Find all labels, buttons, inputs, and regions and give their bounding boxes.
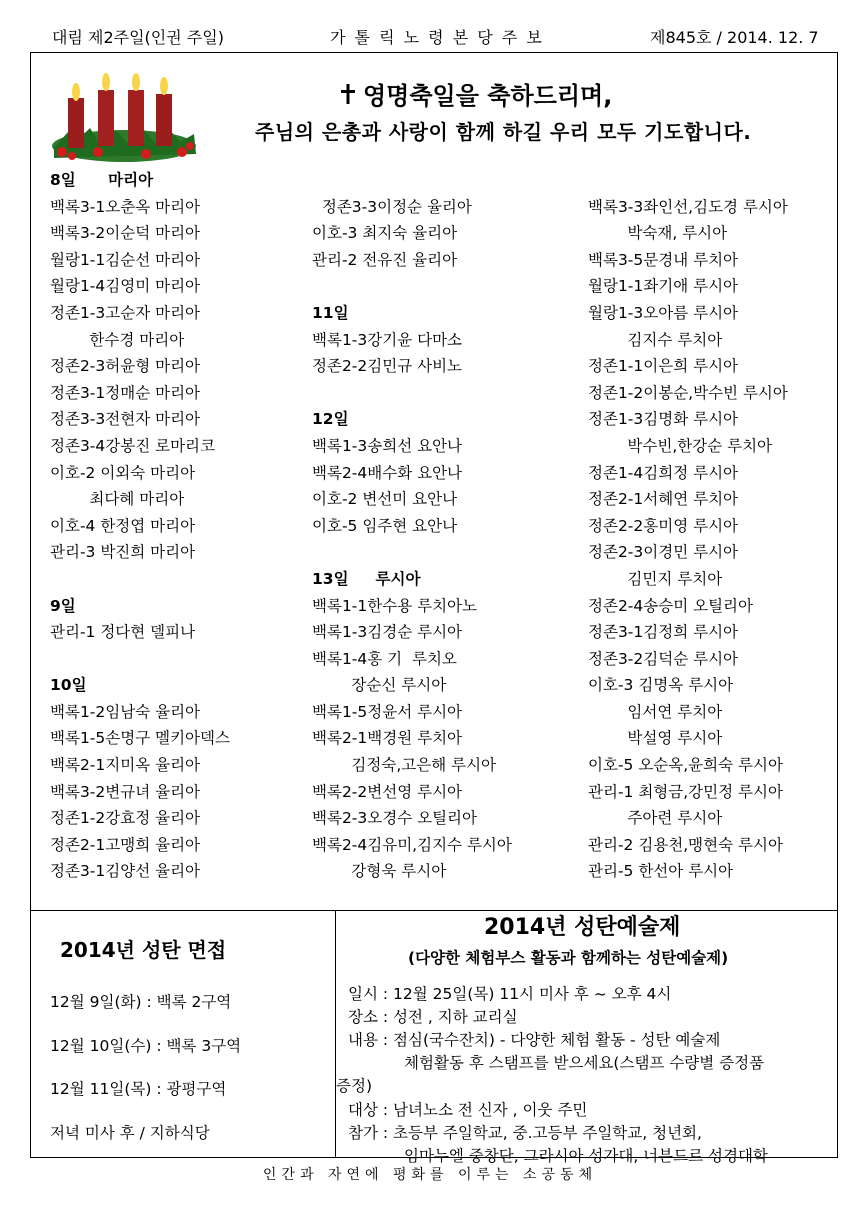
list-item: 강형욱 루시아	[312, 862, 447, 881]
list-item: 백록2-1백경원 루치아	[312, 729, 463, 748]
list-item: 백록3-1오춘옥 마리아	[50, 197, 201, 216]
list-item: 월랑1-1김순선 마리아	[50, 250, 201, 269]
list-item: 장순신 루시아	[312, 676, 447, 695]
list-item: 정존1-3김명화 루시아	[588, 410, 739, 429]
festival-line-7: 참가 : 초등부 주일학교, 중.고등부 주일학교, 청년회,	[348, 1124, 702, 1142]
feast-list-column-3	[588, 167, 788, 885]
list-item: 정존1-2이봉순,박수빈 루시아	[588, 383, 788, 402]
festival-line-8: 임마누엘 중창단, 그라시아 성가대, 너븐드르 성경대학	[404, 1147, 768, 1165]
festival-subtitle: (다양한 체험부스 활동과 함께하는 성탄예술제)	[408, 949, 729, 967]
visit-row-3: 12월 11일(목) : 광평구역	[50, 1080, 227, 1098]
header-parish: 가 톨 릭 노 령 본 당 주 보	[330, 28, 544, 47]
list-item	[312, 539, 512, 566]
list-item: 김민지 루치아	[588, 569, 723, 588]
visit-title: 2014년 성탄 면접	[60, 938, 227, 962]
list-item: 박설영 루시아	[588, 729, 723, 748]
festival-line-6: 대상 : 남녀노소 전 신자 , 이웃 주민	[348, 1101, 588, 1119]
festival-line-2: 장소 : 성전 , 지하 교리실	[348, 1008, 518, 1026]
list-item: 관리-5 한선아 루시아	[588, 862, 734, 881]
festival-line-1: 일시 : 12월 25일(목) 11시 미사 후 ~ 오후 4시	[348, 985, 672, 1003]
list-item: 이호-5 오순옥,윤희숙 루시아	[588, 756, 783, 775]
list-item: 백록1-3강기윤 다마소	[312, 330, 463, 349]
date-heading: 10일	[50, 676, 87, 695]
list-item: 관리-2 김용천,맹현숙 루시아	[588, 835, 783, 854]
list-item	[312, 380, 512, 407]
visit-note: 저녁 미사 후 / 지하식당	[50, 1124, 210, 1142]
list-item: 정존3-1김양선 율리아	[50, 862, 201, 881]
list-item: 월랑1-4김영미 마리아	[50, 277, 201, 296]
date-heading: 11일	[312, 303, 349, 322]
festival-line-4: 체험활동 후 스탬프를 받으세요(스탬프 수량별 증정품	[404, 1054, 765, 1072]
date-heading: 12일	[312, 410, 349, 429]
date-heading: 9일	[50, 596, 76, 615]
list-item: 박숙재, 루시아	[588, 224, 728, 243]
list-item: 관리-1 최형금,강민정 루시아	[588, 782, 783, 801]
list-item: 관리-3 박진희 마리아	[50, 543, 196, 562]
list-item: 박수빈,한강순 루치아	[588, 436, 773, 455]
advent-wreath-icon	[46, 68, 202, 164]
list-item: 임서연 루치아	[588, 702, 723, 721]
cross-icon	[339, 82, 357, 106]
list-item: 백록3-2이순덕 마리아	[50, 224, 201, 243]
list-item: 백록1-5정윤서 루시아	[312, 702, 463, 721]
list-item: 정존2-2홍미영 루시아	[588, 516, 739, 535]
list-item: 백록3-3좌인선,김도경 루시아	[588, 197, 788, 216]
list-item: 정존2-1고맹희 율리아	[50, 835, 201, 854]
greeting-line1	[339, 76, 612, 111]
footer-motto: 인간과 자연에 평화를 이루는 소공동체	[262, 1167, 598, 1183]
list-item	[312, 167, 512, 194]
list-item: 김지수 루치아	[588, 330, 723, 349]
list-item	[588, 167, 788, 194]
list-item: 백록1-5손명구 멜키아덱스	[50, 729, 230, 748]
list-item: 백록3-5문경내 루치아	[588, 250, 739, 269]
section-divider	[30, 910, 838, 911]
list-item: 백록2-4김유미,김지수 루시아	[312, 835, 512, 854]
list-item: 정존3-1김정희 루시아	[588, 623, 739, 642]
list-item: 백록2-3오경수 오틸리아	[312, 809, 478, 828]
list-item	[312, 273, 512, 300]
header-issue: 제845호 / 2014. 12. 7	[650, 28, 819, 47]
list-item: 정존3-2김덕순 루시아	[588, 649, 739, 668]
list-item: 월랑1-3오아름 루시아	[588, 303, 739, 322]
list-item: 정존2-3이경민 루시아	[588, 543, 739, 562]
list-item: 백록2-4배수화 요안나	[312, 463, 463, 482]
list-item: 김정숙,고은해 루시아	[312, 756, 497, 775]
list-item: 최다혜 마리아	[50, 490, 185, 509]
festival-title: 2014년 성탄예술제	[484, 915, 681, 940]
date-heading: 8일 마리아	[50, 171, 154, 189]
list-item: 백록1-4홍 기 루치오	[312, 649, 457, 668]
list-item: 이호-2 이외숙 마리아	[50, 463, 196, 482]
festival-line-3: 내용 : 점심(국수잔치) - 다양한 체험 활동 - 성탄 예술제	[348, 1031, 721, 1049]
list-item: 이호-4 한정엽 마리아	[50, 516, 196, 535]
list-item: 한수경 마리아	[50, 330, 185, 349]
visit-row-1: 12월 9일(화) : 백록 2구역	[50, 993, 232, 1011]
list-item: 정존2-2김민규 사비노	[312, 357, 463, 376]
list-item: 정존1-4김희정 루시아	[588, 463, 739, 482]
list-item: 백록1-2임남숙 율리아	[50, 702, 201, 721]
list-item: 이호-3 김명옥 루시아	[588, 676, 734, 695]
visit-row-2: 12월 10일(수) : 백록 3구역	[50, 1037, 242, 1055]
list-item: 정존2-1서혜연 루치아	[588, 490, 739, 509]
list-item: 정존1-1이은희 루시아	[588, 357, 739, 376]
feast-list-column-1	[50, 167, 230, 885]
list-item: 관리-1 정다현 델피나	[50, 623, 196, 642]
header-week: 대림 제2주일(인권 주일)	[52, 28, 224, 47]
greeting-line1-text: 영명축일을 축하드리며,	[363, 82, 613, 110]
list-item: 정존3-1정매순 마리아	[50, 383, 201, 402]
list-item: 정존2-4송승미 오틸리아	[588, 596, 754, 615]
list-item: 정존1-3고순자 마리아	[50, 303, 201, 322]
list-item: 백록2-1지미옥 율리아	[50, 756, 201, 775]
list-item: 백록3-2변규녀 율리아	[50, 782, 201, 801]
list-item: 이호-2 변선미 요안나	[312, 490, 458, 509]
section-vdivider	[335, 910, 336, 1158]
list-item: 정존2-3허윤형 마리아	[50, 357, 201, 376]
list-item: 이호-3 최지숙 율리아	[312, 224, 458, 243]
list-item: 백록1-3송희선 요안나	[312, 436, 463, 455]
feast-list-column-2	[312, 167, 512, 885]
list-item	[50, 566, 230, 593]
list-item: 정존3-4강봉진 로마리코	[50, 436, 216, 455]
list-item: 이호-5 임주현 요안나	[312, 516, 458, 535]
list-item: 월랑1-1좌기애 루시아	[588, 277, 739, 296]
list-item: 정존3-3이정순 율리아	[312, 197, 472, 216]
greeting-line2: 주님의 은총과 사랑이 함께 하길 우리 모두 기도합니다.	[255, 120, 752, 144]
list-item: 주아련 루시아	[588, 809, 723, 828]
festival-line-5: 증정)	[336, 1077, 372, 1095]
list-item: 백록1-3김경순 루시아	[312, 623, 463, 642]
list-item: 정존1-2강효정 율리아	[50, 809, 201, 828]
list-item: 백록1-1한수용 루치아노	[312, 596, 478, 615]
list-item: 관리-2 전유진 율리아	[312, 250, 458, 269]
list-item: 정존3-3전현자 마리아	[50, 410, 201, 429]
list-item: 백록2-2변선영 루시아	[312, 782, 463, 801]
list-item	[50, 646, 230, 673]
date-heading: 13일 루시아	[312, 569, 421, 588]
